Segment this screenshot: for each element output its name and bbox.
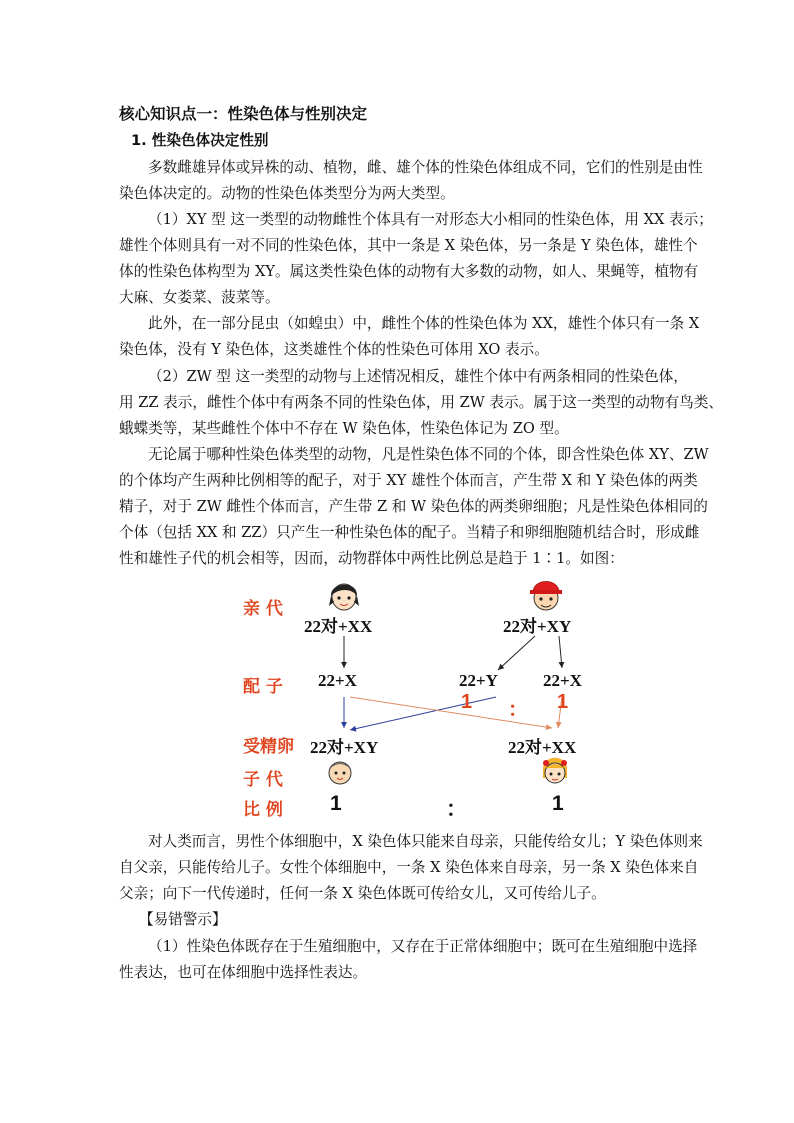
paragraph-line: 对人类而言，男性个体细胞中，X 染色体只能来自母亲，只能传给女儿；Y 染色体则来	[148, 833, 703, 850]
paragraph-line: 父亲；向下一代传递时，任何一条 X 染色体既可传给女儿，又可传给儿子。	[119, 885, 606, 902]
father-face-icon	[530, 582, 562, 611]
paragraph-line: 大麻、女娄菜、菠菜等。	[119, 289, 280, 306]
paragraph-line: 自父亲，只能传给儿子。女性个体细胞中，一条 X 染色体来自母亲，另一条 X 染色体来自	[119, 859, 699, 876]
label-offspring: 子 代	[243, 770, 283, 790]
paragraph-line: （1）XY 型 这一类型的动物雌性个体具有一对形态大小相同的性染色体，用 XX 表示；	[148, 211, 713, 228]
gamete-ratio-left: 1	[461, 691, 473, 713]
label-gametes: 配 子	[243, 677, 283, 697]
arrow-father-sperm-x	[559, 636, 562, 668]
paragraph-line: 体的性染色体构型为 XY。属这类性染色体的动物有大多数的动物，如人、果蝇等，植物有	[119, 263, 699, 280]
paragraph-line: 的个体均产生两种比例相等的配子，对于 XY 雄性个体而言，产生带 X 和 Y 染色体的两类	[119, 472, 698, 489]
paragraph-line: 无论属于哪种性染色体类型的动物，凡是性染色体不同的个体，即含性染色体 XY、ZW	[148, 446, 709, 463]
zygote-male: 22对+XY	[310, 738, 379, 757]
gamete-ratio-colon: ：	[508, 699, 528, 721]
paragraph-line: 此外，在一部分昆虫（如蝗虫）中，雌性个体的性染色体为 XX，雄性个体只有一条 X	[148, 315, 700, 332]
father-genotype: 22对+XY	[503, 617, 572, 636]
offspring-ratio-colon: ：	[446, 798, 467, 821]
paragraph-line: 性表达，也可在体细胞中选择性表达。	[119, 964, 368, 981]
paragraph-line: 染色体决定的。动物的性染色体类型分为两大类型。	[119, 185, 455, 202]
paragraph-line: 性和雄性子代的机会相等，因而，动物群体中两性比例总是趋于 1∶1。如图：	[119, 550, 624, 567]
sperm-y-gamete: 22+Y	[459, 671, 498, 690]
paragraph-line: 雄性个体则具有一对不同的性染色体，其中一条是 X 染色体，另一条是 Y 染色体，雄性个	[119, 237, 698, 254]
zygote-female: 22对+XX	[508, 738, 577, 757]
label-ratio: 比 例	[243, 800, 283, 820]
label-parents: 亲 代	[243, 599, 283, 619]
paragraph-line: 染色体，没有 Y 染色体，这类雄性个体的性染色可体用 XO 表示。	[119, 341, 549, 358]
paragraph-line: 精子，对于 ZW 雌性个体而言，产生带 Z 和 W 染色体的两类卵细胞；凡是性染色体相同的	[119, 498, 708, 515]
paragraph-line: （1）性染色体既存在于生殖细胞中，又存在于正常体细胞中；既可在生殖细胞中选择	[148, 938, 698, 955]
warning-title: 【易错警示】	[139, 911, 227, 928]
arrow-sperm-y-male	[350, 697, 496, 730]
paragraph-line: （2）ZW 型 这一类型的动物与上述情况相反，雄性个体中有两条相同的性染色体，	[148, 368, 688, 385]
girl-face-icon	[543, 758, 567, 783]
offspring-ratio-right: 1	[552, 792, 564, 815]
paragraph-line: 蛾蝶类等，某些雌性个体中不存在 W 染色体，性染色体记为 ZO 型。	[119, 420, 569, 437]
boy-face-icon	[329, 762, 351, 784]
mother-genotype: 22对+XX	[304, 617, 373, 636]
paragraph-line: 个体（包括 XX 和 ZZ）只产生一种性染色体的配子。当精子和卵细胞随机结合时，形成雌	[119, 524, 700, 541]
section-heading: 核心知识点一：性染色体与性别决定	[119, 105, 368, 123]
mother-face-icon	[329, 584, 359, 610]
offspring-ratio-left: 1	[330, 792, 342, 815]
arrow-father-sperm-y	[498, 636, 535, 670]
egg-gamete: 22+X	[318, 671, 357, 690]
label-zygotes: 受精卵	[243, 737, 294, 757]
subsection-heading: 1. 性染色体决定性别	[131, 132, 269, 149]
paragraph-line: 多数雌雄异体或异株的动、植物，雌、雄个体的性染色体组成不同，它们的性别是由性	[148, 159, 703, 176]
paragraph-line: 用 ZZ 表示，雌性个体中有两条不同的性染色体，用 ZW 表示。属于这一类型的动物有鸟类、	[119, 394, 723, 411]
sperm-x-gamete: 22+X	[543, 671, 582, 690]
gamete-ratio-right: 1	[557, 691, 569, 713]
